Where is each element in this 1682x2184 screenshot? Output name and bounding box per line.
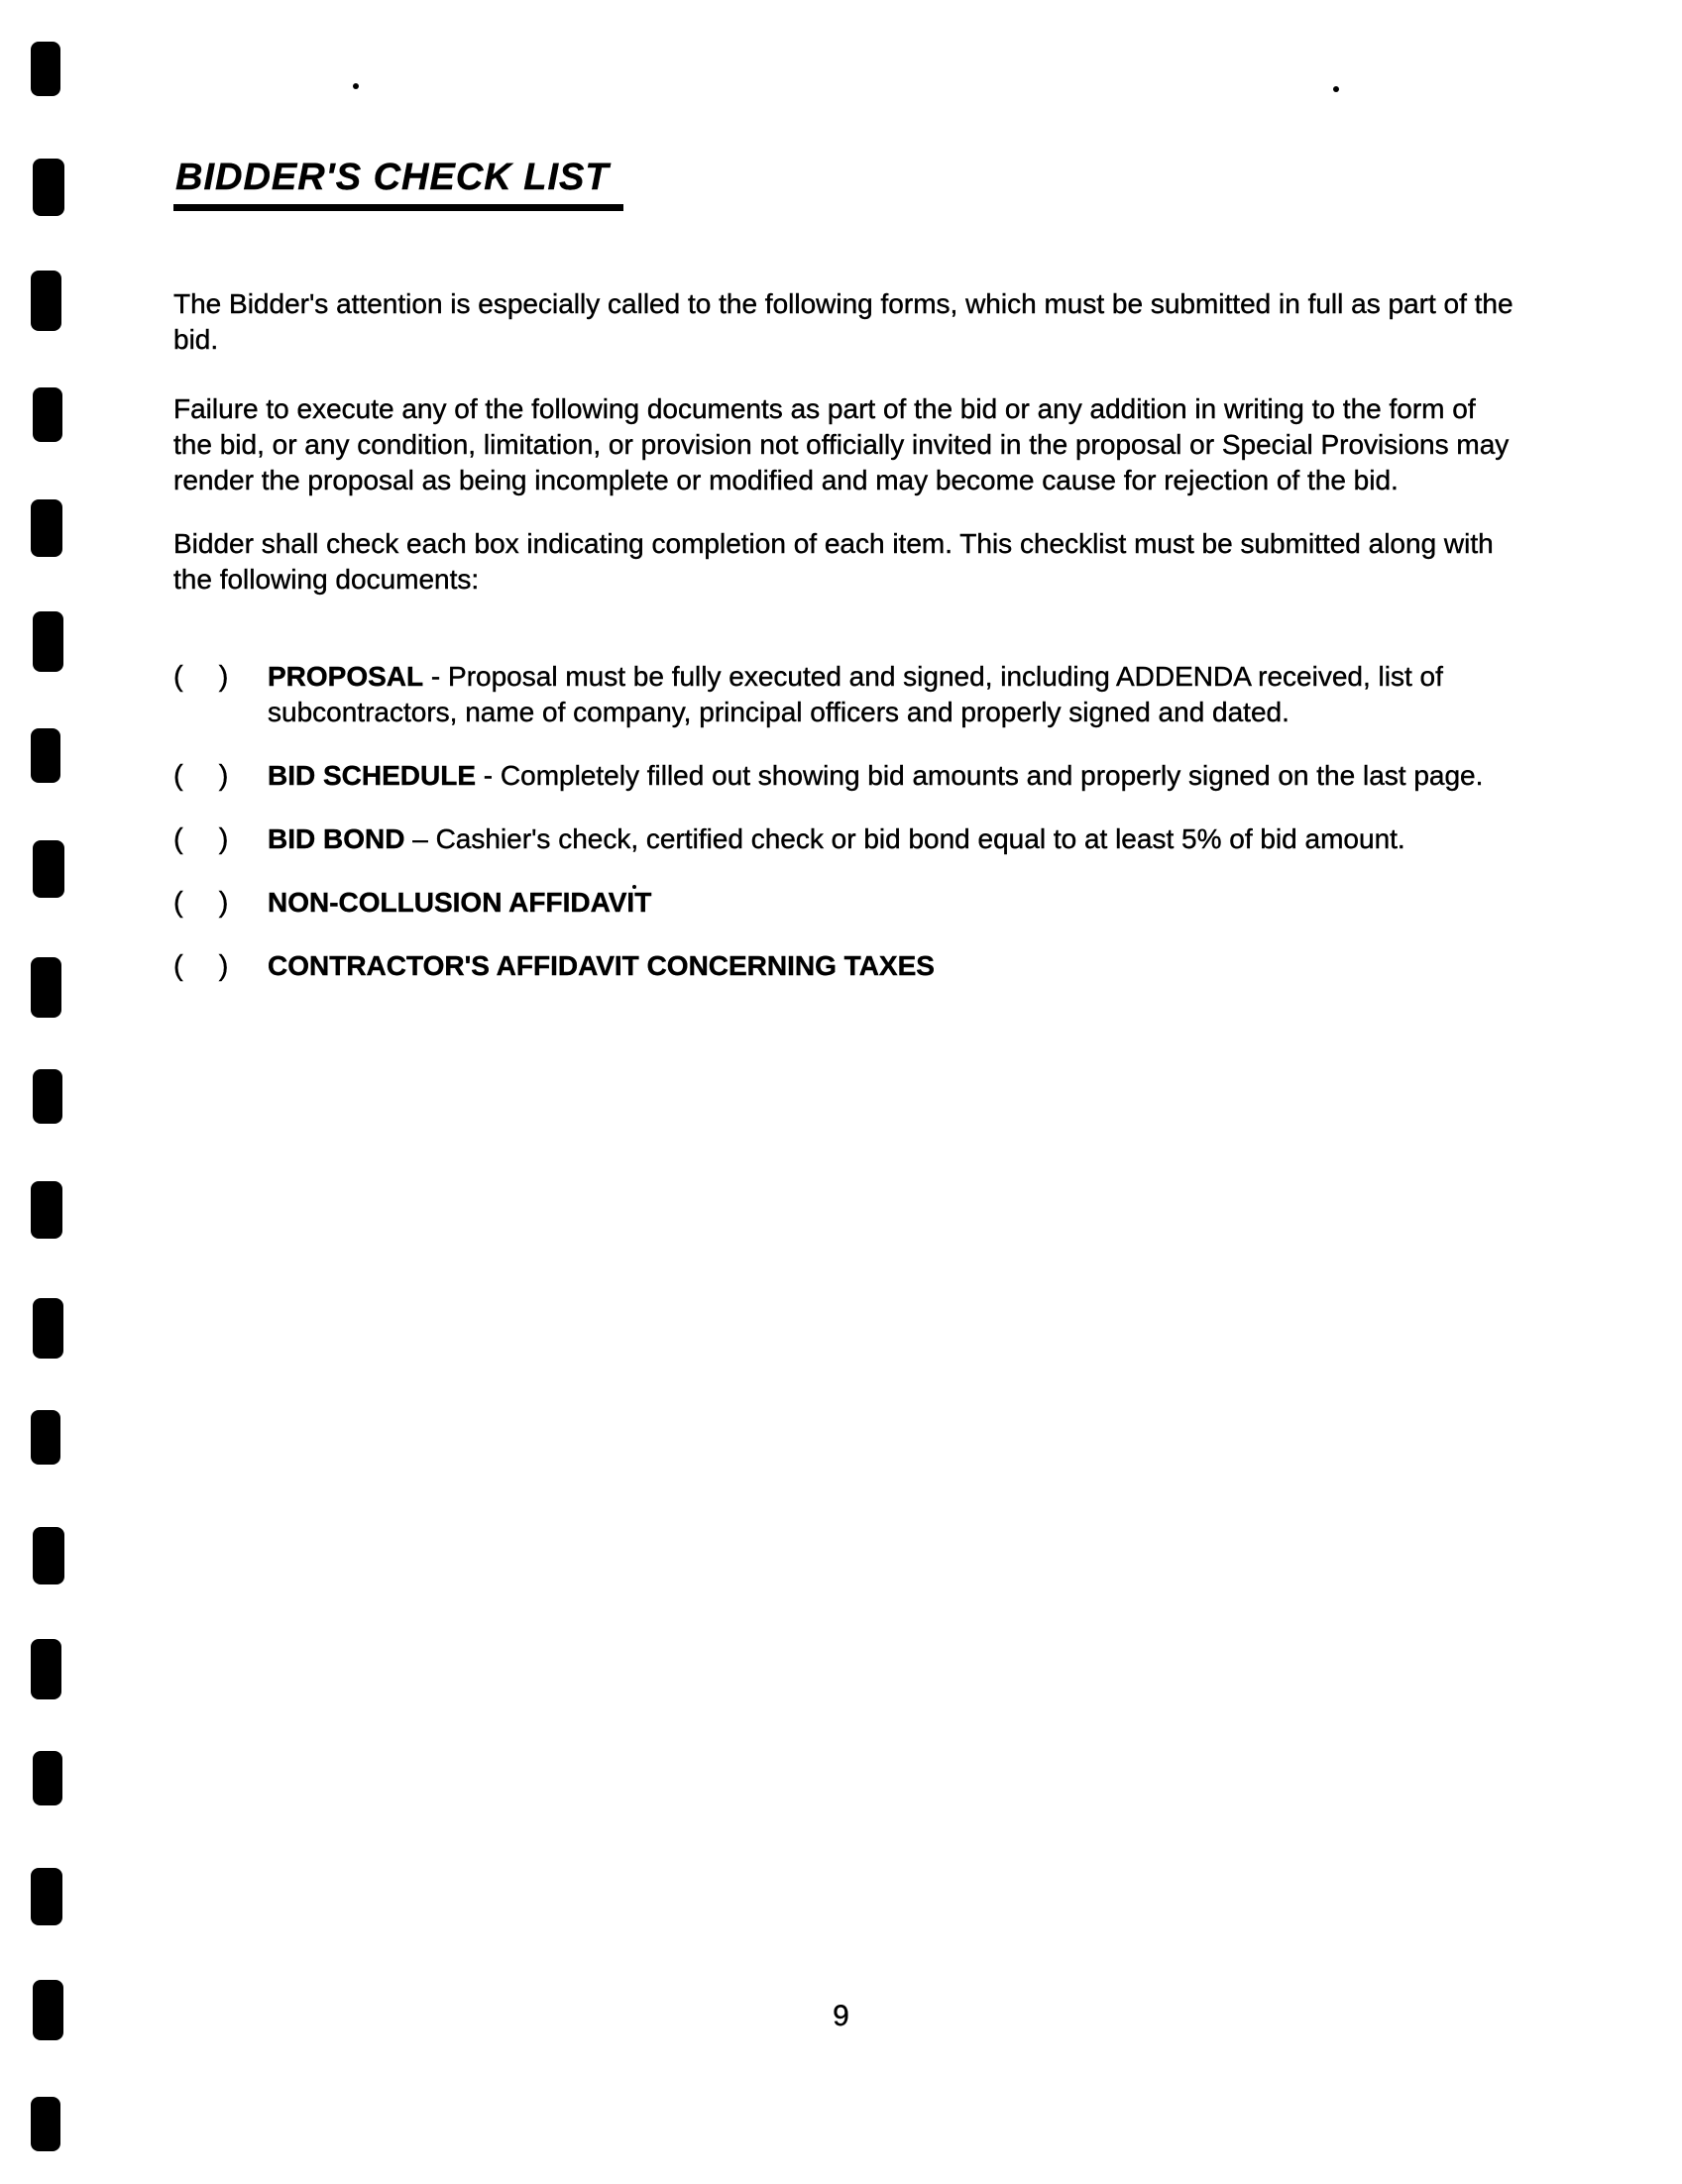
binding-hole-mark — [31, 499, 62, 557]
binding-hole-mark — [31, 728, 60, 783]
checkbox-bid-bond[interactable]: ( ) — [173, 823, 243, 855]
binding-hole-mark — [31, 1639, 61, 1699]
binding-hole-mark — [31, 1410, 60, 1465]
page-number: 9 — [833, 2000, 849, 2032]
binding-hole-mark — [31, 42, 60, 96]
paragraph-failure-to-execute: Failure to execute any of the following documents as part of the bid or any addition in writing to the form of the bid, or any condition, limitation, or provision not officially invited in the proposal or Special Provisions may render the proposal as being incomplete or modified and may become cause for rejection of the bid. — [173, 393, 1510, 495]
document-content — [173, 157, 1521, 984]
binding-hole-mark — [31, 1181, 62, 1239]
checklist-item-non-collusion-affidavit — [173, 885, 1521, 921]
checkbox-bid-schedule[interactable]: ( ) — [173, 760, 243, 792]
item-label-bid-schedule: BID SCHEDULE — [268, 760, 477, 791]
binding-hole-mark — [33, 1751, 62, 1805]
binding-hole-mark — [33, 1527, 64, 1584]
checklist-item-text — [268, 758, 1521, 794]
item-desc-bid-schedule: - Completely filled out showing bid amounts and properly signed on the last page. — [476, 760, 1484, 791]
checklist-item-bid-bond — [173, 821, 1521, 857]
checklist-item-text — [268, 659, 1521, 730]
checklist-item-bid-schedule — [173, 758, 1521, 794]
binding-hole-mark — [31, 271, 61, 331]
binding-hole-mark — [33, 611, 63, 672]
binding-hole-mark — [31, 1868, 62, 1925]
checklist-item-text — [268, 948, 1521, 984]
item-label-bid-bond: BID BOND — [268, 823, 405, 854]
scan-speck — [353, 83, 359, 89]
item-label-proposal: PROPOSAL — [268, 661, 424, 692]
checkbox-proposal[interactable]: ( ) — [173, 661, 243, 693]
checkbox-non-collusion-affidavit[interactable]: ( ) — [173, 887, 243, 919]
binding-hole-mark — [31, 957, 61, 1018]
checklist-item-text — [268, 821, 1521, 857]
checkbox-contractors-affidavit[interactable]: ( ) — [173, 950, 243, 982]
binding-hole-mark — [33, 1298, 63, 1359]
item-label-non-collusion-affidavit: NON-COLLUSION AFFIDAVIT — [268, 887, 652, 918]
checklist-item-contractors-affidavit — [173, 948, 1521, 984]
binding-hole-mark — [33, 1069, 62, 1124]
item-label-contractors-affidavit: CONTRACTOR'S AFFIDAVIT CONCERNING TAXES — [268, 950, 935, 981]
checklist-item-proposal — [173, 659, 1521, 730]
scan-speck — [1333, 86, 1339, 92]
binding-hole-mark — [33, 387, 62, 442]
paragraph-bidders-attention: The Bidder's attention is especially called to the following forms, which must be submitted in full as part of the bid. — [173, 288, 1514, 355]
checklist — [173, 659, 1521, 984]
binding-hole-mark — [31, 2097, 60, 2151]
item-desc-bid-bond: – Cashier's check, certified check or bid bond equal to at least 5% of bid amount. — [404, 823, 1405, 854]
checklist-item-text — [268, 885, 1521, 921]
page-title: BIDDER'S CHECK LIST — [173, 157, 623, 211]
paragraph-check-instructions: Bidder shall check each box indicating completion of each item. This checklist must be submitted along with the following documents: — [173, 528, 1494, 595]
binding-hole-mark — [33, 840, 64, 898]
binding-hole-mark — [33, 159, 64, 216]
item-desc-proposal: - Proposal must be fully executed and signed, including ADDENDA received, list of subcontractors, name of company, principal officers and properly signed and dated. — [268, 661, 1443, 727]
